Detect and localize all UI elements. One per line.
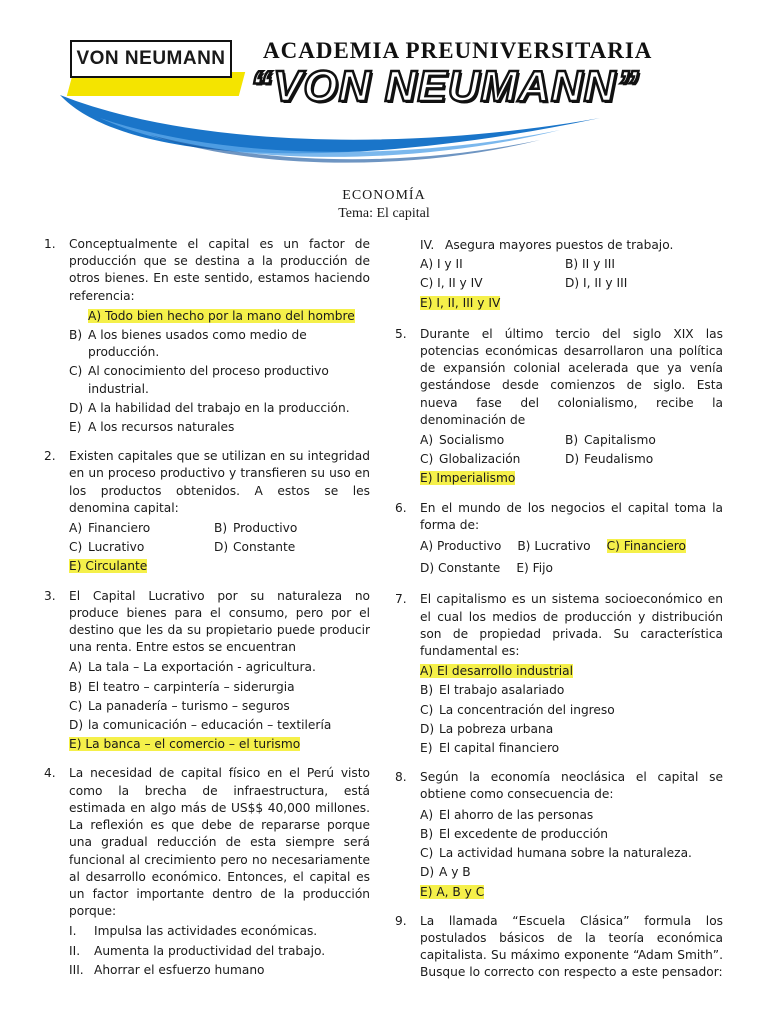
option-c: C) I, II y IV <box>420 276 483 291</box>
brand-title: “VON NEUMANN” <box>250 62 640 111</box>
question-text: Conceptualmente el capital es un factor de producción que se destina a la producción de otros bienes. En este sentido, estamos haciendo referencia: <box>69 237 370 303</box>
question-number: 3. <box>44 588 56 603</box>
option-a: A) La tala – La exportación - agricultura. <box>69 660 316 675</box>
option-e: E) El capital financiero <box>420 741 560 756</box>
option-d: D) Constante <box>420 561 501 576</box>
option-a: A) Financiero <box>69 521 151 536</box>
option-a: A) Socialismo <box>420 433 505 448</box>
question-text: Durante el último tercio del siglo XIX las potencias económicas desarrollaron una política de expansión colonial acelerada que ya venía gestándose desde comienzos de siglo. Esta nueva fase del colonialismo, recibe la denominación de <box>420 326 723 427</box>
question-7 <box>395 591 723 757</box>
option-b: B) II y III <box>565 257 615 272</box>
question-number: 5. <box>395 326 407 341</box>
option-b: B) Lucrativo <box>517 539 591 554</box>
option-a: A) El ahorro de las personas <box>420 807 594 822</box>
theme-title: Tema: El capital <box>338 206 430 221</box>
question-number: 9. <box>395 913 407 928</box>
option-e: E) Imperialismo <box>420 471 516 486</box>
question-1 <box>44 236 370 436</box>
option-a: A) I y II <box>420 257 463 272</box>
question-4-continued <box>395 237 723 312</box>
question-9 <box>395 913 723 982</box>
question-number: 1. <box>44 237 56 251</box>
option-b: B) El trabajo asalariado <box>420 683 565 698</box>
statement-i: I. Impulsa las actividades económicas. <box>69 924 318 939</box>
option-c: C) La concentración del ingreso <box>420 702 615 717</box>
question-text: Según la economía neoclásica el capital se obtiene como consecuencia de: <box>420 770 723 802</box>
question-3 <box>44 588 370 754</box>
option-b: B) El teatro – carpintería – siderurgia <box>69 679 295 694</box>
question-4 <box>44 765 370 978</box>
question-text: Existen capitales que se utilizan en su integridad en un proceso productivo y transfieren su uso en los productos obtenidos. A estos se les denomina capital: <box>69 449 370 515</box>
option-c: C) Globalización <box>420 452 521 467</box>
question-number: 2. <box>44 449 56 464</box>
option-d: D) A y B <box>420 865 471 880</box>
option-d: D) la comunicación – educación – textilería <box>69 718 332 733</box>
option-c: C) La actividad humana sobre la naturaleza. <box>420 846 692 861</box>
option-a: A) Productivo <box>420 539 502 554</box>
option-c: C) Al conocimiento del proceso productivo industrial. <box>69 364 329 396</box>
question-text: La llamada “Escuela Clásica” formula los postulados básicos de la teoría económica capitalista. Su máximo exponente “Adam Smith”. Busque lo correcto con respecto a este pensador: <box>420 913 723 980</box>
option-b: B) El excedente de producción <box>420 826 609 841</box>
option-b: B) Capitalismo <box>565 433 656 448</box>
question-number: 8. <box>395 770 407 785</box>
statement-ii: II. Aumenta la productividad del trabajo. <box>69 943 326 958</box>
option-d: D) La pobreza urbana <box>420 721 554 736</box>
question-6 <box>395 500 723 580</box>
question-text: El Capital Lucrativo por su naturaleza no produce bienes para el consumo, pero por el destino que les da su propietario puede producir una renta. Entre estos se encuentran <box>69 588 370 655</box>
question-number: 4. <box>44 766 56 781</box>
right-column <box>395 236 723 994</box>
question-2 <box>44 448 370 575</box>
question-number: 7. <box>395 592 407 607</box>
option-b: B) Productivo <box>214 521 298 536</box>
question-text: La necesidad de capital físico en el Perú visto como la brecha de infraestructura, está estimada en algo más de US$$ 40,000 millones. La reflexión es que debe de repararse porque una gradual reducción de esta siempre será funcional al crecimiento pero no necesariamente al desarrollo económico. Entonces, el capital es un factor importante dentro de la producción porque: <box>69 766 370 919</box>
option-d: D) A la habilidad del trabajo en la producción. <box>69 400 350 415</box>
question-text: En el mundo de los negocios el capital toma la forma de: <box>420 500 723 532</box>
option-e: E) Circulante <box>69 559 148 574</box>
statement-iii: III. Ahorrar el esfuerzo humano <box>69 962 265 977</box>
option-e: E) I, II, III y IV <box>420 295 501 310</box>
question-5 <box>395 326 723 488</box>
option-e: E) A, B y C <box>420 884 485 899</box>
logo-text: VON NEUMANN <box>70 40 232 78</box>
option-d: D) I, II y III <box>565 276 628 291</box>
option-e: E) A los recursos naturales <box>69 420 235 435</box>
option-d: D) Constante <box>214 540 296 555</box>
question-8 <box>395 769 723 900</box>
option-c: C) Financiero <box>606 539 686 554</box>
option-a: A) El desarrollo industrial <box>420 664 574 679</box>
question-text: El capitalismo es un sistema socioeconómico en el cual los medios de producción y distribución son de propiedad privada. Su característica fundamental es: <box>420 592 723 659</box>
option-c: C) La panadería – turismo – seguros <box>69 698 290 713</box>
option-d: D) Feudalismo <box>565 452 654 467</box>
question-number: 6. <box>395 500 407 515</box>
academy-title: ACADEMIA PREUNIVERSITARIA <box>263 38 653 63</box>
option-a: A) Todo bien hecho por la mano del hombre <box>88 308 355 323</box>
left-column <box>44 236 370 991</box>
option-b: B) A los bienes usados como medio de producción. <box>69 328 307 360</box>
statement-iv: IV. Asegura mayores puestos de trabajo. <box>420 238 674 252</box>
subject-title: ECONOMÍA <box>342 188 426 203</box>
option-e: E) La banca – el comercio – el turismo <box>69 737 301 752</box>
option-c: C) Lucrativo <box>69 540 145 555</box>
option-e: E) Fijo <box>516 561 554 576</box>
